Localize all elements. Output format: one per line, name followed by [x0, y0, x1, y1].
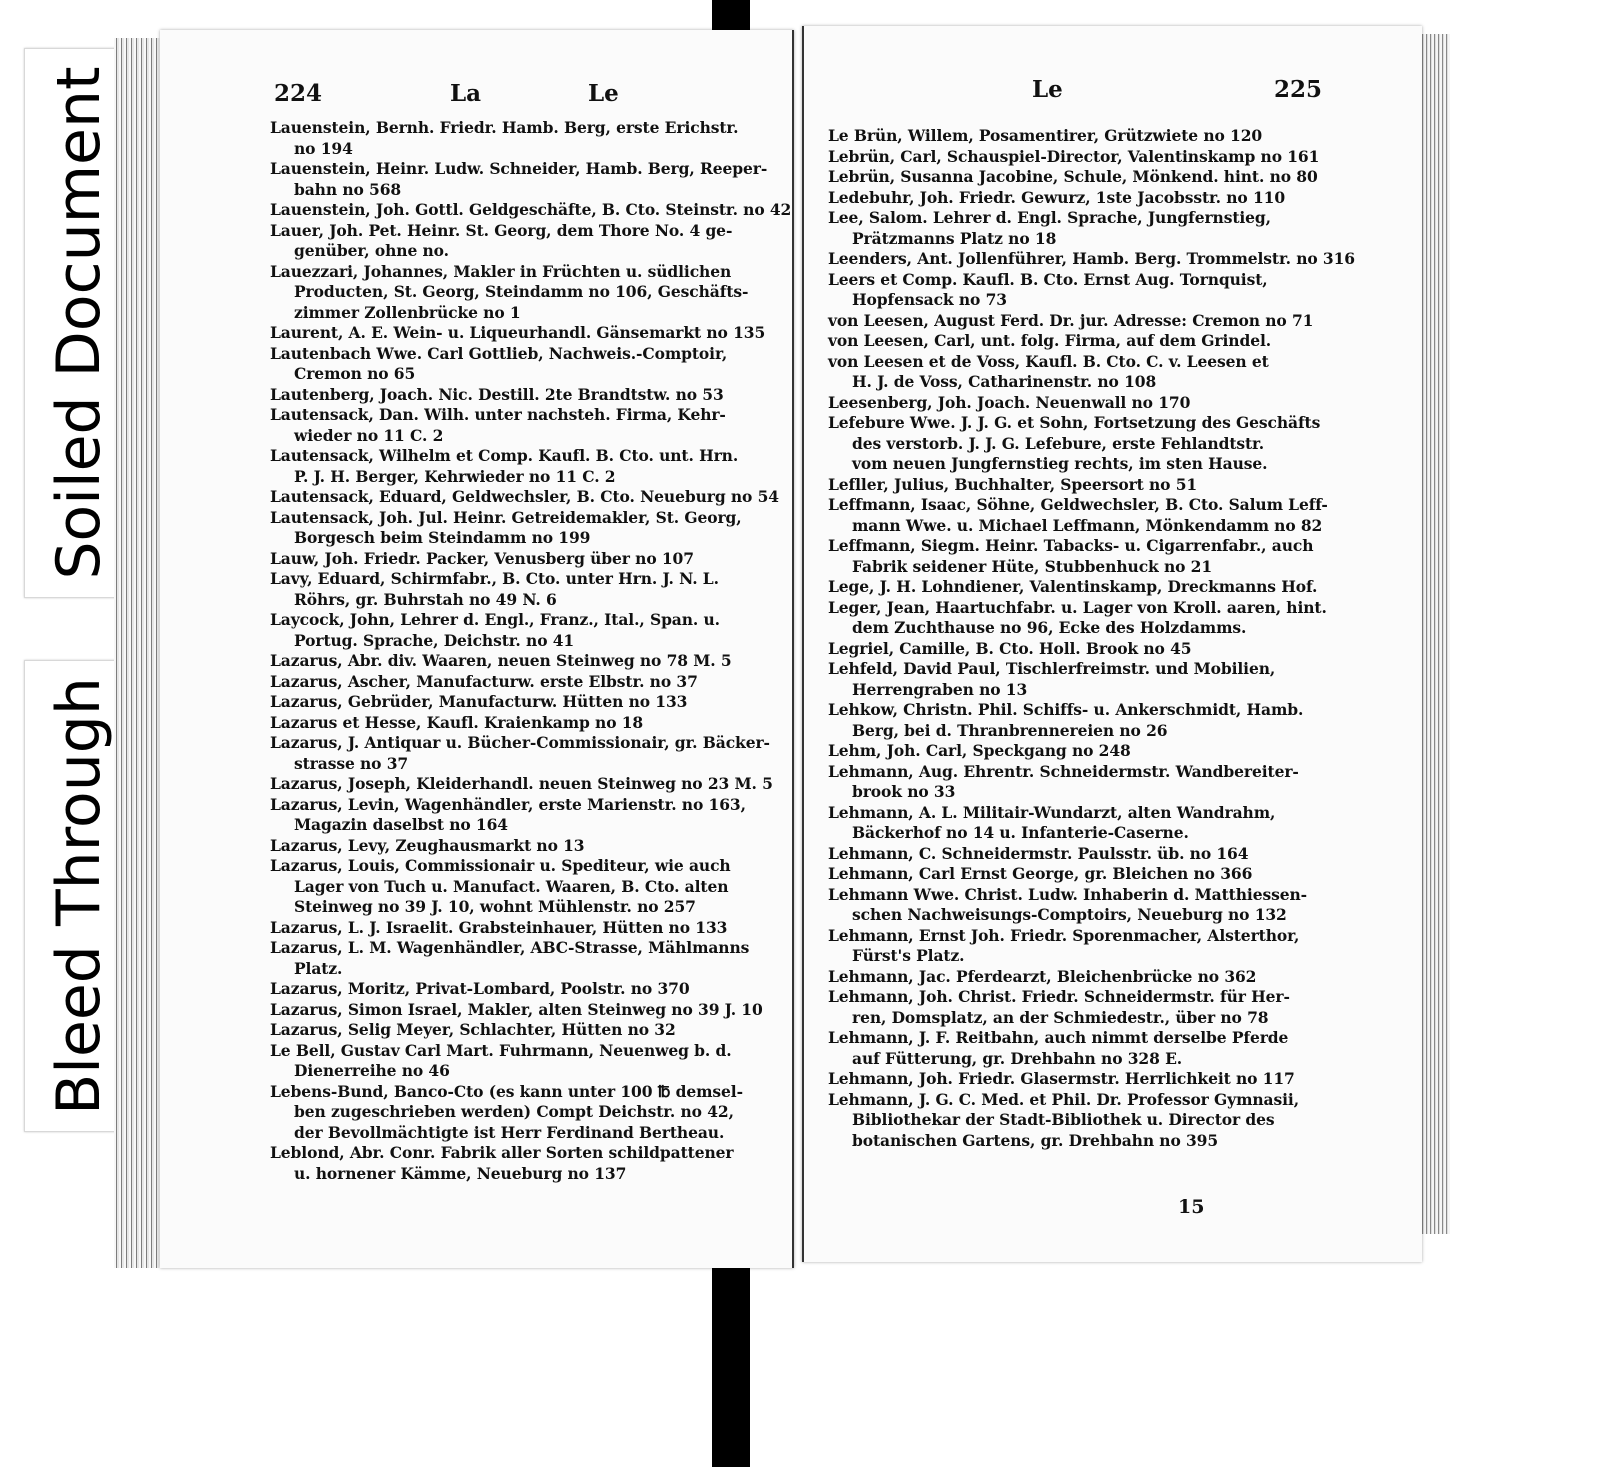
- directory-entry: [270, 1041, 792, 1082]
- entry-line: Lehmann, Carl Ernst George, gr. Bleichen no 366: [828, 864, 1253, 883]
- entry-line: Lazarus, Selig Meyer, Schlachter, Hütten no 32: [270, 1020, 676, 1039]
- entry-line: Lazarus, Levin, Wagenhändler, erste Marienstr. no 163,: [270, 794, 746, 814]
- soiled-document-label: Soiled Document: [44, 66, 114, 580]
- entry-line: Lehmann, Joh. Christ. Friedr. Schneidermstr. für Her-: [828, 987, 1290, 1006]
- directory-entry: [828, 352, 1422, 393]
- entry-line: Lefller, Julius, Buchhalter, Speersort no 51: [828, 474, 1198, 494]
- entry-continuation-line: Dienerreihe no 46: [294, 1061, 450, 1080]
- entry-continuation-line: ren, Domsplatz, an der Schmiedestr., über no 78: [852, 1007, 1269, 1027]
- directory-entry: [270, 118, 792, 159]
- directory-entry: [828, 659, 1422, 700]
- entry-line: Lazarus, Louis, Commissionair u. Spediteur, wie auch: [270, 856, 731, 875]
- left-page-header: [160, 80, 792, 120]
- directory-entry: [828, 167, 1422, 188]
- directory-entry: [270, 262, 792, 324]
- entry-line: Lauer, Joh. Pet. Heinr. St. Georg, dem Thore No. 4 ge-: [270, 220, 733, 240]
- entry-line: von Leesen et de Voss, Kaufl. B. Cto. C. v. Leesen et: [828, 351, 1269, 371]
- entry-line: Lautensack, Dan. Wilh. unter nachsteh. Firma, Kehr-: [270, 405, 726, 424]
- entry-line: Lehkow, Christn. Phil. Schiffs- u. Ankerschmidt, Hamb.: [828, 700, 1304, 719]
- directory-entry: [828, 967, 1422, 988]
- directory-entry: [270, 1082, 792, 1144]
- directory-entry: [828, 331, 1422, 352]
- entry-continuation-line: Bäckerhof no 14 u. Infanterie-Caserne.: [852, 823, 1189, 842]
- entry-line: Lazarus, J. Antiquar u. Bücher-Commissionair, gr. Bäcker-: [270, 733, 770, 752]
- entry-continuation-line: H. J. de Voss, Catharinenstr. no 108: [852, 372, 1157, 391]
- entry-continuation-line: Röhrs, gr. Buhrstah no 49 N. 6: [294, 589, 557, 609]
- directory-entry: [270, 774, 792, 795]
- entry-line: Lauw, Joh. Friedr. Packer, Venusberg über no 107: [270, 548, 694, 568]
- entry-continuation-line: des verstorb. J. J. G. Lefebure, erste Fehlandtstr.: [852, 433, 1265, 453]
- directory-entry: [270, 446, 792, 487]
- entry-continuation-line: auf Fütterung, gr. Drehbahn no 328 E.: [852, 1048, 1183, 1068]
- entry-line: Lautensack, Eduard, Geldwechsler, B. Cto. Neueburg no 54: [270, 487, 779, 506]
- directory-entry: [828, 762, 1422, 803]
- directory-entry: [828, 413, 1422, 475]
- directory-entry: [270, 385, 792, 406]
- directory-entry: [828, 1028, 1422, 1069]
- entry-line: Lauenstein, Bernh. Friedr. Hamb. Berg, erste Erichstr.: [270, 118, 739, 137]
- right-page: [802, 26, 1422, 1262]
- directory-entry: [270, 856, 792, 918]
- signature-mark: 15: [1178, 1196, 1205, 1218]
- directory-entry: [828, 147, 1422, 168]
- entry-continuation-line: ben zugeschrieben werden) Compt Deichstr. no 42,: [294, 1102, 734, 1121]
- entry-continuation-line: Fabrik seidener Hüte, Stubbenhuck no 21: [852, 556, 1213, 576]
- entry-line: Lehmann, Aug. Ehrentr. Schneidermstr. Wandbereiter-: [828, 761, 1299, 781]
- page-number: 225: [1274, 76, 1323, 103]
- entry-continuation-line: Producten, St. Georg, Steindamm no 106, Geschäfts-: [294, 282, 749, 301]
- directory-entry: [270, 651, 792, 672]
- directory-entry: [828, 126, 1422, 147]
- directory-entry: [828, 803, 1422, 844]
- entry-line: von Leesen, Carl, unt. folg. Firma, auf dem Grindel.: [828, 331, 1272, 350]
- entry-line: von Leesen, August Ferd. Dr. jur. Adresse: Cremon no 71: [828, 310, 1314, 330]
- entry-continuation-line: der Bevollmächtigte ist Herr Ferdinand Bertheau.: [294, 1122, 725, 1142]
- entry-continuation-line: Berg, bei d. Thranbrennereien no 26: [852, 720, 1168, 740]
- entry-continuation-line: Fürst's Platz.: [852, 946, 965, 965]
- entry-continuation-line: Prätzmanns Platz no 18: [852, 228, 1057, 248]
- left-page: [160, 30, 794, 1268]
- directory-entry: [828, 598, 1422, 639]
- directory-entry: [828, 926, 1422, 967]
- entry-line: Lazarus, Moritz, Privat-Lombard, Poolstr. no 370: [270, 979, 690, 998]
- directory-entry: [270, 713, 792, 734]
- entry-line: Lazarus et Hesse, Kaufl. Kraienkamp no 18: [270, 712, 644, 732]
- entry-line: Lautenberg, Joach. Nic. Destill. 2te Brandtstw. no 53: [270, 384, 724, 404]
- entry-continuation-line: vom neuen Jungfernstieg rechts, im sten Hause.: [852, 454, 1268, 473]
- directory-entry: [270, 672, 792, 693]
- entry-line: Lautenbach Wwe. Carl Gottlieb, Nachweis.-Comptoir,: [270, 343, 728, 363]
- directory-entry: [270, 221, 792, 262]
- entry-line: Lefebure Wwe. J. J. G. et Sohn, Fortsetzung des Geschäfts: [828, 413, 1321, 432]
- entry-continuation-line: botanischen Gartens, gr. Drehbahn no 395: [852, 1130, 1219, 1150]
- entry-line: Lauezzari, Johannes, Makler in Früchten u. südlichen: [270, 261, 732, 281]
- entry-line: Lauenstein, Heinr. Ludw. Schneider, Hamb. Berg, Reeper-: [270, 159, 768, 178]
- entry-line: Lehmann, Jac. Pferdearzt, Bleichenbrücke no 362: [828, 966, 1257, 986]
- directory-entry: [828, 864, 1422, 885]
- entry-continuation-line: no 194: [294, 138, 353, 158]
- directory-entry: [270, 938, 792, 979]
- directory-entry: [270, 918, 792, 939]
- directory-entry: [270, 549, 792, 570]
- directory-entry: [828, 536, 1422, 577]
- entry-line: Lautensack, Wilhelm et Comp. Kaufl. B. Cto. unt. Hrn.: [270, 446, 739, 465]
- entry-line: Le Brün, Willem, Posamentirer, Grützwiete no 120: [828, 126, 1263, 145]
- entry-line: Lege, J. H. Lohndiener, Valentinskamp, Dreckmanns Hof.: [828, 577, 1318, 596]
- entry-line: Leffmann, Siegm. Heinr. Tabacks- u. Cigarrenfabr., auch: [828, 536, 1314, 555]
- directory-entry: [270, 487, 792, 508]
- directory-entry: [270, 1143, 792, 1184]
- directory-entry: [270, 405, 792, 446]
- entry-continuation-line: zimmer Zollenbrücke no 1: [294, 302, 521, 322]
- entry-line: Lazarus, L. J. Israelit. Grabsteinhauer, Hütten no 133: [270, 917, 728, 937]
- entry-line: Leesenberg, Joh. Joach. Neuenwall no 170: [828, 392, 1191, 412]
- entry-line: Laurent, A. E. Wein- u. Liqueurhandl. Gänsemarkt no 135: [270, 323, 766, 342]
- entry-continuation-line: Bibliothekar der Stadt-Bibliothek u. Director des: [852, 1110, 1275, 1129]
- entry-continuation-line: Borgesch beim Steindamm no 199: [294, 528, 591, 547]
- directory-entry: [828, 844, 1422, 865]
- entry-line: Lehfeld, David Paul, Tischlerfreimstr. und Mobilien,: [828, 659, 1276, 678]
- directory-entry: [270, 795, 792, 836]
- entry-continuation-line: u. hornener Kämme, Neueburg no 137: [294, 1163, 627, 1183]
- entry-continuation-line: Herrengraben no 13: [852, 679, 1028, 699]
- entry-line: Lebrün, Susanna Jacobine, Schule, Mönkend. hint. no 80: [828, 167, 1318, 186]
- entry-continuation-line: mann Wwe. u. Michael Leffmann, Mönkendamm no 82: [852, 515, 1323, 535]
- binder-strip-bottom: [712, 1250, 750, 1467]
- entry-line: Lehmann, A. L. Militair-Wundarzt, alten Wandrahm,: [828, 802, 1276, 822]
- entry-continuation-line: bahn no 568: [294, 179, 402, 199]
- header-letters: Le: [1032, 76, 1063, 103]
- directory-entry: [828, 270, 1422, 311]
- entry-line: Leenders, Ant. Jollenführer, Hamb. Berg. Trommelstr. no 316: [828, 249, 1355, 268]
- entry-line: Lehm, Joh. Carl, Speckgang no 248: [828, 741, 1131, 760]
- bleed-through-label: Bleed Through: [44, 677, 114, 1115]
- entry-continuation-line: genüber, ohne no.: [294, 241, 449, 260]
- entry-line: Lehmann, Ernst Joh. Friedr. Sporenmacher, Alsterthor,: [828, 925, 1300, 945]
- directory-entry: [270, 200, 792, 221]
- directory-entry: [270, 692, 792, 713]
- entry-continuation-line: Portug. Sprache, Deichstr. no 41: [294, 630, 575, 650]
- entry-continuation-line: Steinweg no 39 J. 10, wohnt Mühlenstr. no 257: [294, 897, 696, 916]
- directory-entry: [828, 311, 1422, 332]
- directory-entry: [828, 393, 1422, 414]
- entry-line: Ledebuhr, Joh. Friedr. Gewurz, 1ste Jacobsstr. no 110: [828, 187, 1286, 207]
- left-directory-entries: [160, 118, 792, 1184]
- page-edges-right: [1420, 34, 1450, 1234]
- entry-continuation-line: wieder no 11 C. 2: [294, 425, 444, 445]
- entry-line: Leblond, Abr. Conr. Fabrik aller Sorten schildpattener: [270, 1143, 734, 1162]
- directory-entry: [270, 979, 792, 1000]
- directory-entry: [828, 639, 1422, 660]
- header-left-letters: La: [450, 80, 482, 107]
- entry-line: Lautensack, Joh. Jul. Heinr. Getreidemakler, St. Georg,: [270, 507, 742, 527]
- directory-entry: [828, 741, 1422, 762]
- entry-continuation-line: P. J. H. Berger, Kehrwieder no 11 C. 2: [294, 466, 616, 486]
- entry-line: Lazarus, L. M. Wagenhändler, ABC-Strasse, Mählmanns: [270, 938, 750, 957]
- entry-line: Legriel, Camille, B. Cto. Holl. Brook no 45: [828, 638, 1192, 658]
- entry-continuation-line: schen Nachweisungs-Comptoirs, Neueburg no 132: [852, 905, 1287, 924]
- entry-continuation-line: brook no 33: [852, 782, 956, 801]
- directory-entry: [828, 700, 1422, 741]
- right-directory-entries: [804, 126, 1422, 1151]
- entry-continuation-line: Hopfensack no 73: [852, 290, 1007, 309]
- entry-line: Lazarus, Gebrüder, Manufacturw. Hütten no 133: [270, 692, 688, 711]
- directory-entry: [270, 1000, 792, 1021]
- entry-line: Leers et Comp. Kaufl. B. Cto. Ernst Aug. Tornquist,: [828, 269, 1268, 289]
- entry-line: Lazarus, Joseph, Kleiderhandl. neuen Steinweg no 23 M. 5: [270, 774, 773, 793]
- entry-line: Lebrün, Carl, Schauspiel-Director, Valentinskamp no 161: [828, 146, 1320, 166]
- directory-entry: [828, 987, 1422, 1028]
- directory-entry: [828, 249, 1422, 270]
- directory-entry: [270, 733, 792, 774]
- entry-line: Lee, Salom. Lehrer d. Engl. Sprache, Jungfernstieg,: [828, 208, 1271, 227]
- directory-entry: [828, 188, 1422, 209]
- directory-entry: [828, 1069, 1422, 1090]
- entry-line: Lehmann, J. G. C. Med. et Phil. Dr. Professor Gymnasii,: [828, 1089, 1299, 1109]
- entry-line: Lazarus, Simon Israel, Makler, alten Steinweg no 39 J. 10: [270, 999, 763, 1019]
- entry-continuation-line: Magazin daselbst no 164: [294, 815, 508, 834]
- directory-entry: [828, 577, 1422, 598]
- directory-entry: [270, 836, 792, 857]
- directory-entry: [828, 208, 1422, 249]
- entry-line: Lazarus, Levy, Zeughausmarkt no 13: [270, 835, 585, 855]
- entry-continuation-line: Lager von Tuch u. Manufact. Waaren, B. Cto. alten: [294, 876, 729, 896]
- directory-entry: [270, 323, 792, 344]
- directory-entry: [270, 159, 792, 200]
- entry-line: Lehmann, Joh. Friedr. Glasermstr. Herrlichkeit no 117: [828, 1069, 1295, 1088]
- entry-continuation-line: dem Zuchthause no 96, Ecke des Holzdamms.: [852, 618, 1247, 637]
- entry-line: Leger, Jean, Haartuchfabr. u. Lager von Kroll. aaren, hint.: [828, 597, 1327, 617]
- entry-line: Lehmann Wwe. Christ. Ludw. Inhaberin d. Matthiessen-: [828, 884, 1307, 904]
- directory-entry: [828, 1090, 1422, 1152]
- right-page-header: [804, 76, 1422, 116]
- directory-entry: [270, 344, 792, 385]
- directory-entry: [828, 495, 1422, 536]
- entry-line: Lehmann, J. F. Reitbahn, auch nimmt derselbe Pferde: [828, 1028, 1289, 1047]
- page-number: 224: [274, 80, 323, 107]
- directory-entry: [270, 1020, 792, 1041]
- entry-line: Lazarus, Abr. div. Waaren, neuen Steinweg no 78 M. 5: [270, 651, 732, 670]
- entry-line: Lauenstein, Joh. Gottl. Geldgeschäfte, B. Cto. Steinstr. no 42: [270, 200, 792, 219]
- entry-line: Le Bell, Gustav Carl Mart. Fuhrmann, Neuenweg b. d.: [270, 1040, 732, 1060]
- entry-line: Lehmann, C. Schneidermstr. Paulsstr. üb. no 164: [828, 843, 1249, 863]
- directory-entry: [270, 508, 792, 549]
- entry-line: Lebens-Bund, Banco-Cto (es kann unter 100 ℔ demsel-: [270, 1081, 743, 1101]
- directory-entry: [270, 569, 792, 610]
- entry-continuation-line: Platz.: [294, 958, 343, 978]
- entry-line: Lavy, Eduard, Schirmfabr., B. Cto. unter Hrn. J. N. L.: [270, 569, 719, 588]
- entry-continuation-line: strasse no 37: [294, 753, 409, 773]
- directory-entry: [828, 885, 1422, 926]
- directory-entry: [270, 610, 792, 651]
- header-right-letters: Le: [588, 80, 619, 107]
- directory-entry: [828, 475, 1422, 496]
- entry-line: Lazarus, Ascher, Manufacturw. erste Elbstr. no 37: [270, 671, 698, 691]
- entry-continuation-line: Cremon no 65: [294, 364, 416, 383]
- entry-line: Laycock, John, Lehrer d. Engl., Franz., Ital., Span. u.: [270, 610, 720, 629]
- entry-line: Leffmann, Isaac, Söhne, Geldwechsler, B. Cto. Salum Leff-: [828, 495, 1328, 514]
